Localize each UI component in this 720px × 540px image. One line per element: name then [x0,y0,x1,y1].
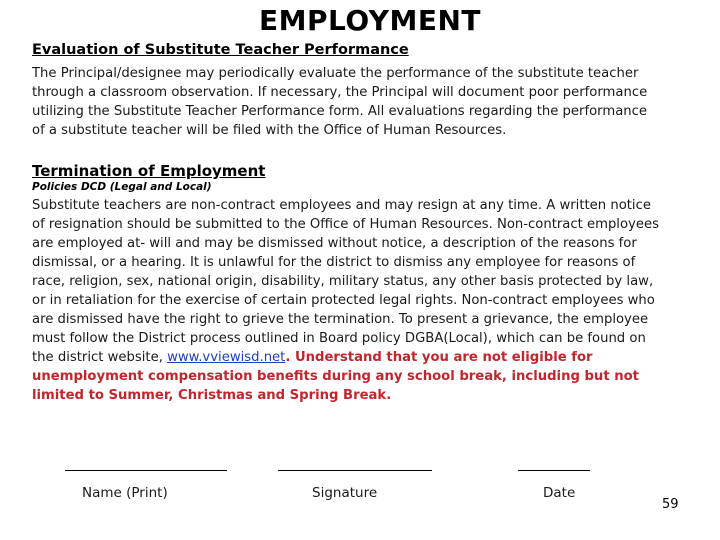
date-signature-line [518,470,590,471]
page-title: EMPLOYMENT [259,4,481,37]
termination-paragraph [32,196,662,405]
signature-label: Signature [312,485,378,501]
unemployment-warning: Understand that you are not eligible for unemployment compensation benefits during any school break, including but not limited to Summer, Christmas and Spring Break. [32,350,639,403]
signature-line [278,470,432,471]
district-website-link[interactable]: www.vviewisd.net [167,350,286,365]
after-link-period: . [285,350,291,365]
termination-text: Substitute teachers are non-contract employees and may resign at any time. A written notice of resignation should be submitted to the Office of Human Resources. Non-contract employees are employed at- will and may be dismissed without notice, a description of the reasons for dismissal, or a hearing. It is unlawful for the district to dismiss any employee for reasons of race, religion, sex, national origin, disability, military status, any other basis protected by law, or in retaliation for the exercise of certain protected legal rights. Non-contract employees who are dismissed have the right to grieve the termination. To present a grievance, the employee must follow the District process outlined in Board policy DGBA(Local), which can be found on the district website, [32,198,659,365]
page-number: 59 [662,497,679,512]
name-signature-line [65,470,227,471]
date-label: Date [543,485,576,501]
evaluation-paragraph: The Principal/designee may periodically evaluate the performance of the substitute teacher through a classroom observation. If necessary, the Principal will document poor performance utilizing the Substitute Teacher Performance form. All evaluations regarding the performance of a substitute teacher will be filed with the Office of Human Resources. [32,66,648,138]
termination-heading: Termination of Employment [32,162,266,180]
name-print-label: Name (Print) [82,485,168,501]
policy-reference: Policies DCD (Legal and Local) [32,181,212,193]
evaluation-heading: Evaluation of Substitute Teacher Performance [32,42,409,58]
